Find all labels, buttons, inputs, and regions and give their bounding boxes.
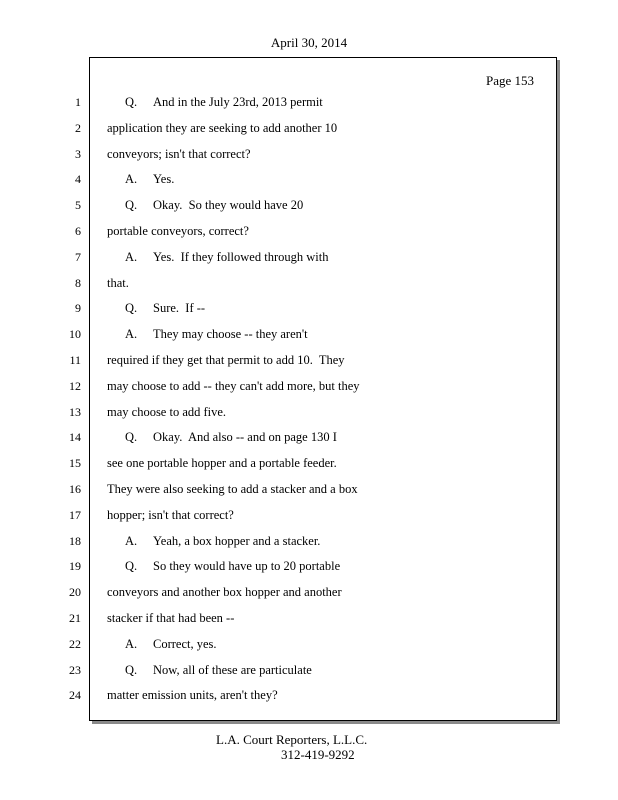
speaker-label: A. xyxy=(125,172,138,187)
line-number: 16 xyxy=(69,481,81,496)
transcript-line xyxy=(107,273,547,299)
transcript-line xyxy=(107,144,547,170)
line-text: Yes. xyxy=(153,172,175,187)
speaker-label: Q. xyxy=(125,198,138,213)
line-text: Okay. So they would have 20 xyxy=(153,198,304,213)
line-number: 1 xyxy=(75,95,81,109)
speaker-label: Q. xyxy=(125,95,138,109)
transcript-line xyxy=(107,350,547,376)
line-text: conveyors; isn't that correct? xyxy=(107,146,251,161)
line-text: Correct, yes. xyxy=(153,636,217,651)
line-number: 3 xyxy=(75,146,81,161)
line-number: 21 xyxy=(69,610,81,625)
line-number: 5 xyxy=(75,198,81,213)
transcript-line xyxy=(107,608,547,634)
line-text: see one portable hopper and a portable feeder. xyxy=(107,456,337,471)
line-text: required if they get that permit to add 10. They xyxy=(107,352,345,367)
transcript-line xyxy=(107,298,547,324)
line-number: 8 xyxy=(75,275,81,290)
transcript-line xyxy=(107,376,547,402)
line-number: 24 xyxy=(69,688,81,703)
line-text: So they would have up to 20 portable xyxy=(153,559,341,574)
line-number-column xyxy=(0,92,82,711)
line-number: 23 xyxy=(69,662,81,677)
line-number: 7 xyxy=(75,249,81,264)
transcript-line xyxy=(107,582,547,608)
transcript-line xyxy=(107,195,547,221)
line-number: 19 xyxy=(69,559,81,574)
transcript-line xyxy=(107,221,547,247)
line-number: 18 xyxy=(69,533,81,548)
line-number: 22 xyxy=(69,636,81,651)
transcript-line xyxy=(107,634,547,660)
line-text: And in the July 23rd, 2013 permit xyxy=(153,95,323,109)
line-number: 12 xyxy=(69,378,81,393)
line-number: 14 xyxy=(69,430,81,445)
header-date: April 30, 2014 xyxy=(270,35,348,50)
line-text: may choose to add five. xyxy=(107,404,227,419)
line-text: that. xyxy=(107,275,129,290)
line-number: 2 xyxy=(75,120,81,135)
transcript-line xyxy=(107,118,547,144)
speaker-label: A. xyxy=(125,327,138,342)
speaker-label: Q. xyxy=(125,559,138,574)
transcript-line xyxy=(107,427,547,453)
line-number: 13 xyxy=(69,404,81,419)
line-text: Yeah, a box hopper and a stacker. xyxy=(153,533,321,548)
line-text: Okay. And also -- and on page 130 I xyxy=(153,430,337,445)
transcript-line xyxy=(107,92,547,118)
transcript-line xyxy=(107,247,547,273)
line-number: 6 xyxy=(75,223,81,238)
speaker-label: A. xyxy=(125,249,138,264)
transcript-line xyxy=(107,685,547,711)
line-number: 15 xyxy=(69,456,81,471)
transcript-line xyxy=(107,402,547,428)
page-number: Page 153 xyxy=(485,73,534,88)
line-number: 17 xyxy=(69,507,81,522)
line-text: Sure. If -- xyxy=(153,301,206,316)
line-text: They were also seeking to add a stacker and a box xyxy=(107,481,358,496)
line-text: portable conveyors, correct? xyxy=(107,223,249,238)
transcript-line xyxy=(107,453,547,479)
line-number: 9 xyxy=(75,301,81,316)
transcript-line xyxy=(107,556,547,582)
transcript-line xyxy=(107,505,547,531)
line-text: application they are seeking to add another 10 xyxy=(107,120,338,135)
footer-phone: 312-419-9292 xyxy=(281,747,355,762)
speaker-label: A. xyxy=(125,636,138,651)
transcript-line xyxy=(107,660,547,686)
transcript-line xyxy=(107,169,547,195)
line-number: 20 xyxy=(69,585,81,600)
line-text: may choose to add -- they can't add more, but they xyxy=(107,378,360,393)
footer-firm-name: L.A. Court Reporters, L.L.C. xyxy=(216,732,368,747)
line-text: stacker if that had been -- xyxy=(107,610,235,625)
transcript-lines xyxy=(107,92,547,711)
line-text: Yes. If they followed through with xyxy=(153,249,329,264)
line-text: hopper; isn't that correct? xyxy=(107,507,234,522)
line-number: 10 xyxy=(69,327,81,342)
line-number: 11 xyxy=(69,352,81,367)
line-text: Now, all of these are particulate xyxy=(153,662,312,677)
transcript-line xyxy=(107,479,547,505)
transcript-line xyxy=(107,324,547,350)
line-text: They may choose -- they aren't xyxy=(153,327,308,342)
line-text: conveyors and another box hopper and another xyxy=(107,585,342,600)
speaker-label: Q. xyxy=(125,430,138,445)
line-text: matter emission units, aren't they? xyxy=(107,688,278,703)
speaker-label: A. xyxy=(125,533,138,548)
speaker-label: Q. xyxy=(125,662,138,677)
transcript-line xyxy=(107,531,547,557)
line-number: 4 xyxy=(75,172,81,187)
speaker-label: Q. xyxy=(125,301,138,316)
